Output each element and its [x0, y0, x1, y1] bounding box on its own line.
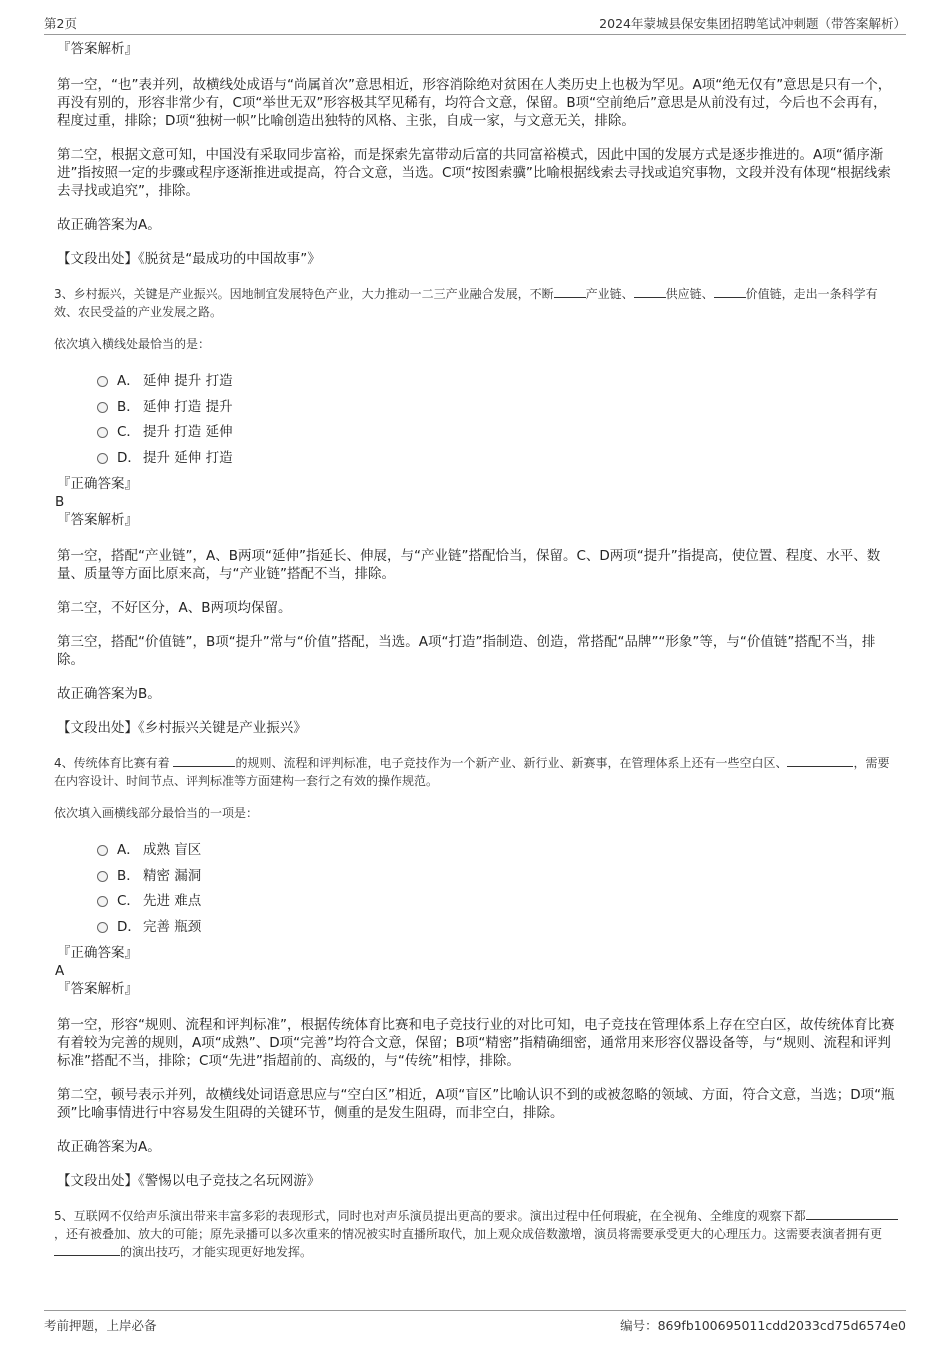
q5-question: 5、互联网不仅给声乐演出带来丰富多彩的表现形式，同时也对声乐演员提出更高的要求。演出过程中任何瑕疵，在全视角、全维度的观察下都，还有被叠加、放大的可能；原先录播可以多次重来的情况被实时直播所取代，加上观众成倍数激增，演员将需要承受更大的心理压力。这需要表演者拥有更 的演出技巧，才能实现更好地发挥。 [54, 1207, 898, 1261]
q3-analysis-p3: 第三空，搭配“价值链”，B项“提升”常与“价值”搭配，当选。A项“打造”指制造、创造，常搭配“品牌”“形象”等，与“价值链”搭配不当，排除。 [57, 634, 876, 668]
q3-answer: B [55, 494, 65, 510]
q3-option-d[interactable]: D． 提升 延伸 打造 [97, 446, 898, 472]
correct-answer-label: 『正确答案』 [57, 945, 138, 961]
footer-slogan: 考前押题，上岸必备 [44, 1318, 157, 1333]
correct-answer-label: 『正确答案』 [57, 476, 138, 492]
q4-option-d[interactable]: D． 完善 瓶颈 [97, 915, 898, 941]
q4-answer: A [55, 963, 65, 979]
page-number: 第2页 [44, 16, 77, 31]
q4-source: 【文段出处】《警惕以电子竞技之名玩网游》 [57, 1173, 321, 1189]
q3-analysis-p1: 第一空，搭配“产业链”，A、B两项“延伸”指延长、伸展，与“产业链”搭配恰当，保留。C、D两项“提升”指提高，使位置、程度、水平、数量、质量等方面比原来高，与“产业链”搭配不当，排除。 [57, 548, 881, 582]
q4-options [97, 838, 898, 940]
analysis-label: 『答案解析』 [57, 512, 138, 528]
q3-source: 【文段出处】《乡村振兴关键是产业振兴》 [57, 720, 307, 736]
document-code: 编号：869fb100695011cdd2033cd75d6574e0 [620, 1318, 906, 1333]
analysis-label: 『答案解析』 [57, 981, 138, 997]
q3-option-b[interactable]: B． 延伸 打造 提升 [97, 395, 898, 421]
q3-options [97, 369, 898, 471]
radio-icon[interactable] [97, 376, 108, 387]
q4-analysis-p1: 第一空，形容“规则、流程和评判标准”，根据传统体育比赛和电子竞技行业的对比可知，电子竞技在管理体系上存在空白区，故传统体育比赛有着较为完善的规则，A项“成熟”、D项“完善”均符合文意，保留；B项“精密”指精确细密，通常用来形容仪器设备等，与“规则、流程和评判标准”搭配不当，排除；C项“先进”指超前的、高级的，与“传统”相悖，排除。 [57, 1017, 895, 1069]
radio-icon[interactable] [97, 871, 108, 882]
q2-analysis-p2: 第二空，根据文意可知，中国没有采取同步富裕，而是探索先富带动后富的共同富裕模式，因此中国的发展方式是逐步推进的。A项“循序渐进”指按照一定的步骤或程序逐渐推进或提高，符合文意，当选。C项“按图索骥”比喻根据线索去寻找或追究事物，文段并没有体现“根据线索去寻找或追究”，排除。 [57, 147, 891, 199]
q4-option-a[interactable]: A． 成熟 盲区 [97, 838, 898, 864]
radio-icon[interactable] [97, 427, 108, 438]
page-header [44, 12, 906, 35]
q2-source: 【文段出处】《脱贫是“最成功的中国故事”》 [57, 251, 321, 267]
radio-icon[interactable] [97, 922, 108, 933]
q2-analysis-p1: 第一空，“也”表并列，故横线处成语与“尚属首次”意思相近，形容消除绝对贫困在人类历史上也极为罕见。A项“绝无仅有”意思是只有一个，再没有别的，形容非常少有，C项“举世无双”形容极其罕见稀有，均符合文意，保留。B项“空前绝后”意思是从前没有过，今后也不会再有，程度过重，排除；D项“独树一帜”比喻创造出独特的风格、主张，自成一家，与文意无关，排除。 [57, 77, 892, 129]
q4-question: 4、传统体育比赛有着 的规则、流程和评判标准，电子竞技作为一个新产业、新行业、新赛事，在管理体系上还有一些空白区、 ，需要在内容设计、时间节点、评判标准等方面建构一套行之有效的操作规范。 [54, 756, 890, 788]
q4-prompt: 依次填入画横线部分最恰当的一项是： [54, 806, 259, 820]
q3-option-a[interactable]: A． 延伸 提升 打造 [97, 369, 898, 395]
q3-option-c[interactable]: C． 提升 打造 延伸 [97, 420, 898, 446]
radio-icon[interactable] [97, 845, 108, 856]
radio-icon[interactable] [97, 896, 108, 907]
q3-analysis-p2: 第二空，不好区分，A、B两项均保留。 [57, 600, 292, 616]
q4-option-b[interactable]: B． 精密 漏洞 [97, 864, 898, 890]
q3-conclusion: 故正确答案为B。 [57, 686, 161, 702]
q4-conclusion: 故正确答案为A。 [57, 1139, 161, 1155]
page-footer [44, 1310, 906, 1335]
radio-icon[interactable] [97, 402, 108, 413]
q3-prompt: 依次填入横线处最恰当的是： [54, 337, 211, 351]
q4-analysis-p2: 第二空，顿号表示并列，故横线处词语意思应与“空白区”相近，A项“盲区”比喻认识不到的或被忽略的领域、方面，符合文意，当选；D项“瓶颈”比喻事情进行中容易发生阻碍的关键环节，侧重的是发生阻碍，而非空白，排除。 [57, 1087, 895, 1121]
analysis-label: 『答案解析』 [57, 41, 138, 57]
q3-question: 3、乡村振兴，关键是产业振兴。因地制宜发展特色产业，大力推动一二三产业融合发展，不断 产业链、 供应链、 价值链，走出一条科学有效、农民受益的产业发展之路。 [54, 287, 878, 319]
document-title: 2024年蒙城县保安集团招聘笔试冲刺题（带答案解析） [599, 16, 906, 31]
document-body [54, 40, 898, 1261]
q2-conclusion: 故正确答案为A。 [57, 217, 161, 233]
radio-icon[interactable] [97, 453, 108, 464]
q4-option-c[interactable]: C． 先进 难点 [97, 889, 898, 915]
